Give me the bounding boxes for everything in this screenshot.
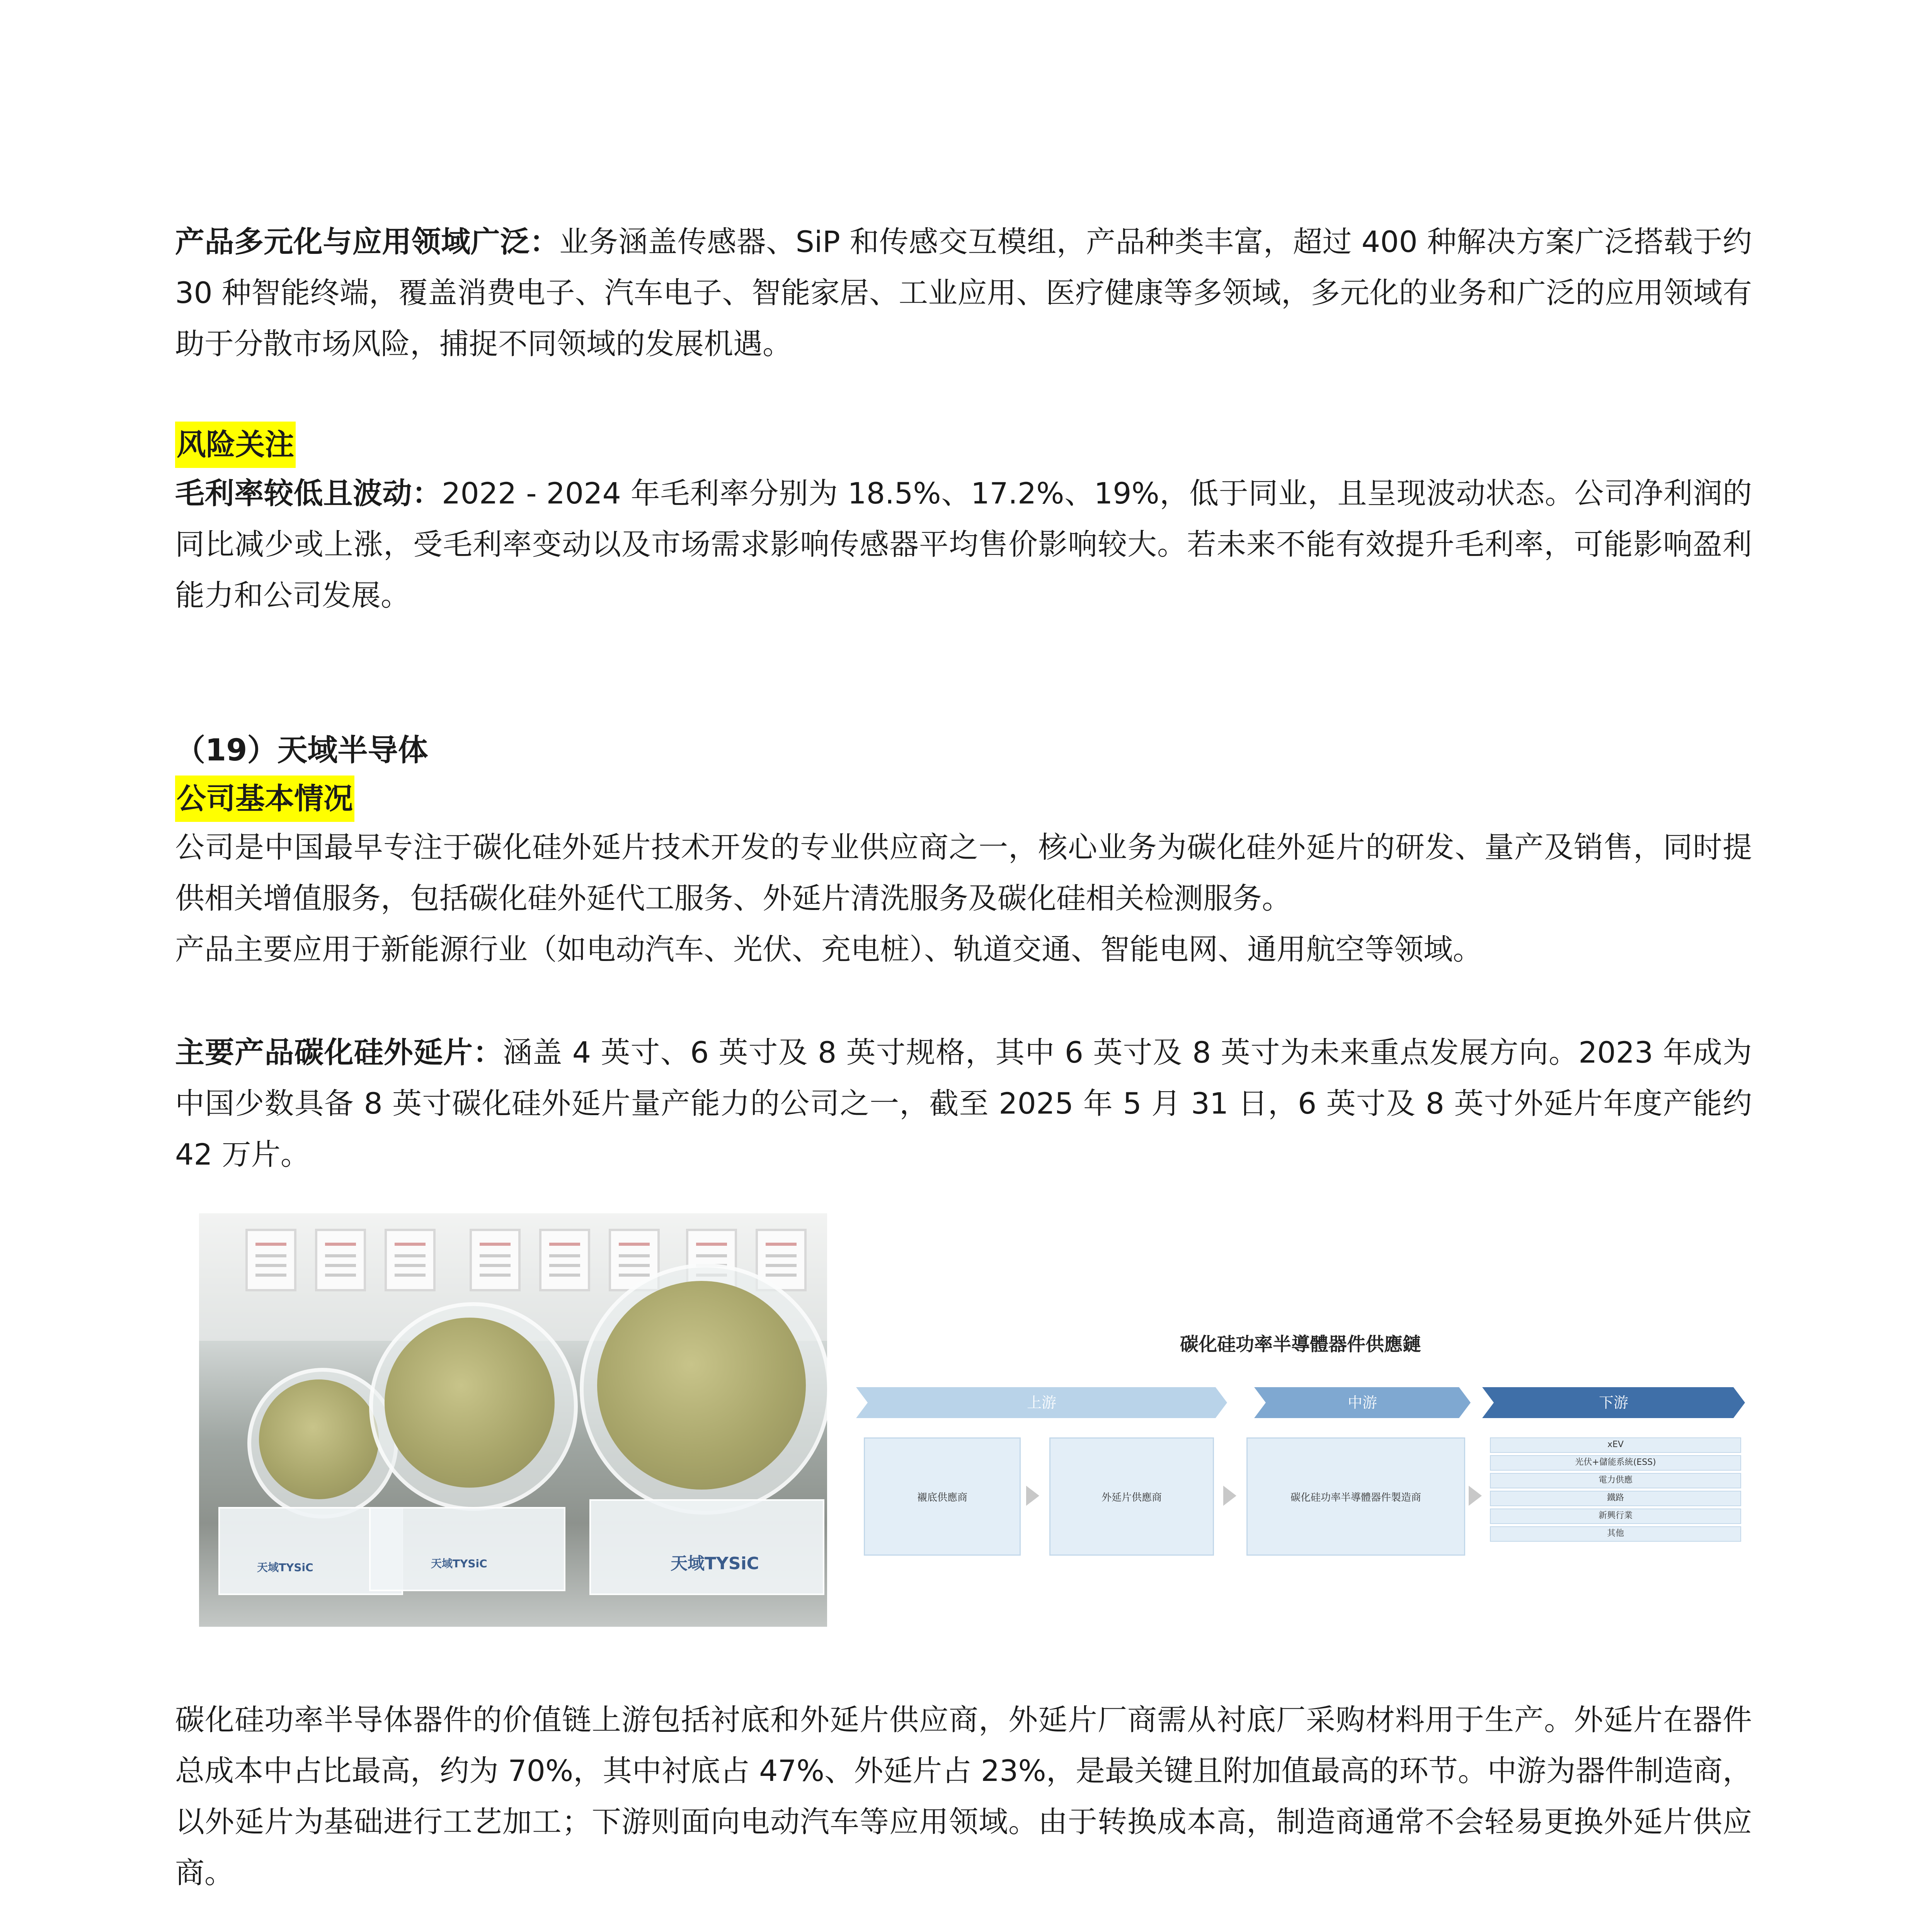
company-basic-heading: 公司基本情况 (175, 776, 354, 822)
downstream-item: 光伏+儲能系統(ESS) (1490, 1455, 1741, 1471)
product-diversity-paragraph (175, 216, 1752, 369)
downstream-item: xEV (1490, 1437, 1741, 1453)
stage-downstream (1482, 1387, 1745, 1418)
risk-paragraph (175, 468, 1752, 621)
supply-chain-diagram (856, 1329, 1745, 1600)
downstream-item: 新興行業 (1490, 1509, 1741, 1524)
downstream-item: 其他 (1490, 1526, 1741, 1542)
value-chain-paragraph: 碳化硅功率半导体器件的价值链上游包括衬底和外延片供应商，外延片厂商需从衬底厂采购材料用于生产。外延片在器件总成本中占比最高，约为 70%，其中衬底占 47%、外延片占 23%，是最关键且附加值最高的环节。中游为器件制造商，以外延片为基础进行工艺加工；下游则面向电动汽车等应用领域。由于转换成本高，制造商通常不会轻易更换外延片供应商。 (175, 1702, 1752, 1890)
photo-label-medium: 天域TYSiC (431, 1557, 487, 1570)
figure-row (199, 1213, 1745, 1631)
photo-label-large: 天域TYSiC (671, 1554, 759, 1573)
document-body-lower (175, 1694, 1752, 1932)
downstream-item: 電力供應 (1490, 1473, 1741, 1488)
company-application-paragraph: 产品主要应用于新能源行业（如电动汽车、光伏、充电桩）、轨道交通、智能电网、通用航空等领域。 (175, 932, 1482, 966)
box-epitaxy-supplier: 外延片供應商 (1049, 1437, 1214, 1556)
downstream-applications (1490, 1437, 1741, 1544)
stage-downstream-label: 下游 (1599, 1394, 1628, 1411)
risk-heading: 风险关注 (175, 422, 296, 468)
product-diversity-text: 业务涵盖传感器、SiP 和传感交互模组，产品种类丰富，超过 400 种解决方案广泛搭载于约 30 种智能终端，覆盖消费电子、汽车电子、智能家居、工业应用、医疗健康等多领域，多元化的业务和广泛的应用领域有助于分散市场风险，捕捉不同领域的发展机遇。 (175, 224, 1752, 361)
stage-midstream (1254, 1387, 1471, 1418)
product-diversity-lead: 产品多元化与应用领域广泛： (175, 224, 559, 259)
photo-label-small: 天域TYSiC (257, 1561, 313, 1574)
downstream-item: 鐵路 (1490, 1491, 1741, 1506)
supply-chain-title: 碳化硅功率半導體器件供應鏈 (1180, 1333, 1421, 1355)
wafer-photo (199, 1213, 827, 1627)
main-product-text: 涵盖 4 英寸、6 英寸及 8 英寸规格，其中 6 英寸及 8 英寸为未来重点发展方向。2023 年成为中国少数具备 8 英寸碳化硅外延片量产能力的公司之一，截至 2025 年 5 月 31 日，6 英寸及 8 英寸外延片年度产能约 42 万片。 (175, 1035, 1752, 1172)
risk-lead: 毛利率较低且波动： (175, 476, 442, 510)
company-basic-paragraph: 公司是中国最早专注于碳化硅外延片技术开发的专业供应商之一，核心业务为碳化硅外延片的研发、量产及销售，同时提供相关增值服务，包括碳化硅外延代工服务、外延片清洗服务及碳化硅相关检测服务。 (175, 830, 1752, 915)
section-title: （19）天域半导体 (175, 733, 428, 768)
box-device-manufacturer: 碳化硅功率半導體器件製造商 (1246, 1437, 1465, 1556)
main-product-paragraph (175, 1027, 1752, 1180)
document-body (175, 216, 1752, 1180)
box-substrate-supplier: 襯底供應商 (864, 1437, 1021, 1556)
stage-upstream (856, 1387, 1227, 1418)
stage-midstream-label: 中游 (1347, 1394, 1377, 1411)
risk-text: 2022 - 2024 年毛利率分别为 18.5%、17.2%、19%，低于同业，且呈现波动状态。公司净利润的同比减少或上涨，受毛利率变动以及市场需求影响传感器平均售价影响较大。若未来不能有效提升毛利率，可能影响盈利能力和公司发展。 (175, 476, 1752, 612)
stage-upstream-label: 上游 (1027, 1394, 1056, 1411)
main-product-lead: 主要产品碳化硅外延片： (175, 1035, 503, 1070)
